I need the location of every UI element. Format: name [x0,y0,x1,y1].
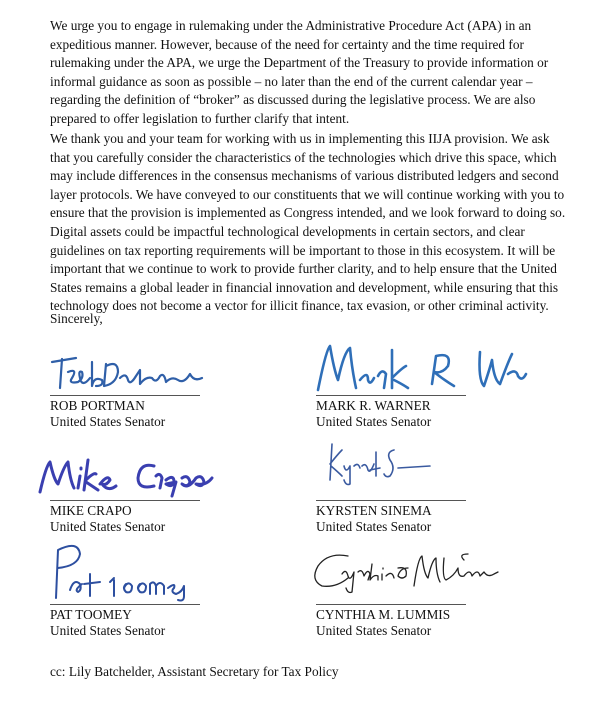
text-line: prepared to offer legislation to further clarify that intent. [50,110,350,126]
signatory-name: MIKE CRAPO [50,503,132,518]
signatory-title: United States Senator [50,623,166,638]
signature-lummis [308,548,508,598]
signature-portman [48,348,218,396]
paragraph-iija [50,130,566,223]
signature-warner [312,340,532,396]
signatory-name: KYRSTEN SINEMA [316,503,432,518]
text-line: regarding the definition of “broker” as discussed during the legislative process. We are also [50,92,536,108]
signature-line [316,604,466,605]
text-line: rulemaking under the APA, we urge the Department of the Treasury to provide information or [50,55,549,71]
paragraph-rulemaking [50,17,560,129]
signature-line [50,604,200,605]
text-line: may include differences in the consensus mechanisms of various distributed ledgers and second [50,168,559,184]
signatory-title: United States Senator [316,623,432,638]
signatory-name: CYNTHIA M. LUMMIS [316,607,451,622]
handwritten-signature-icon [48,348,218,396]
text-line: that you carefully consider the characteristics of the technologies which drive this space, which [50,149,557,165]
signatory-title: United States Senator [50,519,166,534]
text-line: layer protocols. We have conveyed to our constituents that we will continue working with you to [50,186,565,202]
text-line: technology does not become a vector for illicit finance, tax evasion, or other criminal activity. [50,298,549,314]
signatory-title: United States Senator [316,519,432,534]
signatory-name: ROB PORTMAN [50,398,145,413]
paragraph-digital-assets [50,223,560,316]
closing-salutation: Sincerely, [50,311,103,326]
signatory-title: United States Senator [316,414,432,429]
text-line: ensure that the provision is implemented as Congress intended, and we look forward to doing so. [50,205,566,221]
signature-line [316,395,466,396]
handwritten-signature-icon [36,452,226,498]
text-line: States remains a global leader in financial innovation and development, while ensuring that this [50,279,559,295]
handwritten-signature-icon [44,540,204,604]
handwritten-signature-icon [312,340,532,396]
text-line: We thank you and your team for working with us in implementing this IIJA provision. We ask [50,131,550,146]
text-line: Digital assets could be impactful technological developments in certain sectors, and clear [50,224,525,239]
signature-line [316,500,466,501]
signatory-title: United States Senator [50,414,166,429]
signature-line [50,500,200,501]
signature-line [50,395,200,396]
signatory-name: MARK R. WARNER [316,398,431,413]
signature-toomey [44,540,204,604]
text-line: guidelines on tax reporting requirements will be important to those in this ecosystem. It will be [50,242,556,258]
signature-crapo [36,452,226,498]
handwritten-signature-icon [308,548,508,598]
text-line: informal guidance as soon as possible – no later than the end of the current calendar year – [50,73,533,89]
text-line: We urge you to engage in rulemaking under the Administrative Procedure Act (APA) in an [50,18,532,33]
text-line: expeditious manner. However, because of the need for certainty and the time required for [50,36,524,52]
text-line: important that we continue to work to provide further clarity, and to help ensure that the United [50,261,557,277]
signatory-name: PAT TOOMEY [50,607,132,622]
handwritten-signature-icon [320,440,440,488]
cc-line: cc: Lily Batchelder, Assistant Secretary for Tax Policy [50,664,339,679]
signature-sinema [320,440,440,488]
